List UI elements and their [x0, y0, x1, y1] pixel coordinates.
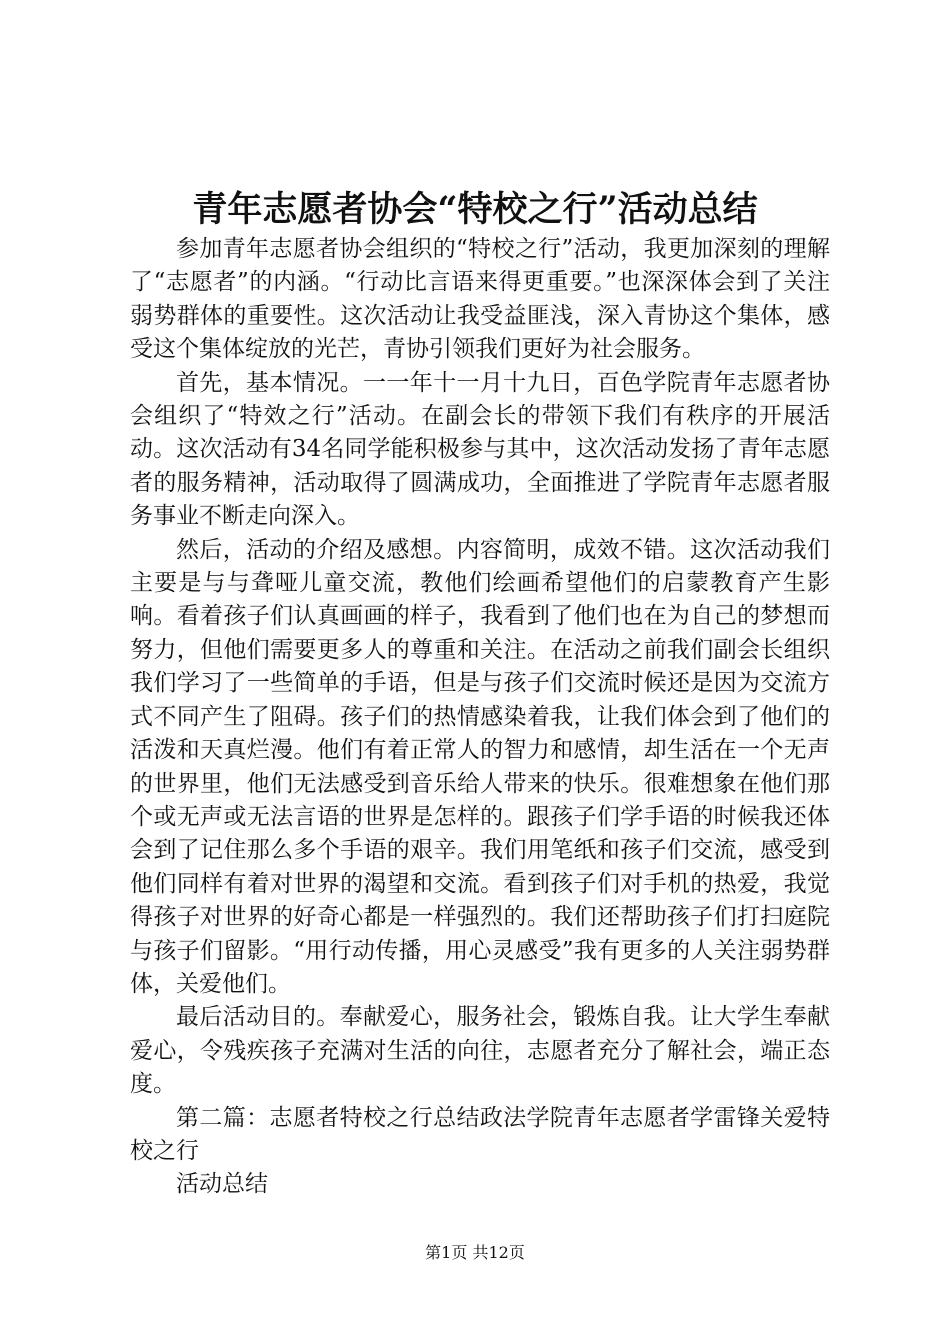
paragraph-basic-info: 首先，基本情况。一一年十一月十九日，百色学院青年志愿者协会组织了“特效之行”活动。在副会长的带领下我们有秩序的开展活动。这次活动有34名同学能积极参与其中，这次活动发扬了青年志愿者的服务精神，活动取得了圆满成功，全面推进了学院青年志愿者服务事业不断走向深入。 [130, 369, 830, 530]
paragraph-activity-summary: 活动总结 [176, 1171, 268, 1198]
document-body [130, 233, 830, 1202]
page-total: 共12页 [472, 1243, 525, 1262]
page-footer [0, 1242, 950, 1264]
document-title: 青年志愿者协会“特校之行”活动总结 [192, 189, 758, 230]
page-number: 第1页 [425, 1243, 468, 1262]
paragraph-intro: 参加青年志愿者协会组织的“特校之行”活动，我更加深刻的理解了“志愿者”的内涵。“行动比言语来得更重要。”也深深体会到了关注弱势群体的重要性。这次活动让我受益匪浅，深入青协这个集体，感受这个集体绽放的光芒，青协引领我们更好为社会服务。 [130, 236, 830, 363]
paragraph-purpose: 最后活动目的。奉献爱心，服务社会，锻炼自我。让大学生奉献爱心，令残疾孩子充满对生活的向往，志愿者充分了解社会，端正态度。 [130, 1004, 830, 1098]
paragraph-second-article-heading: 第二篇：志愿者特校之行总结政法学院青年志愿者学雷锋关爱特校之行 [130, 1104, 830, 1164]
paragraph-activity-reflection: 然后，活动的介绍及感想。内容简明，成效不错。这次活动我们主要是与与聋哑儿童交流，教他们绘画希望他们的启蒙教育产生影响。看着孩子们认真画画的样子，我看到了他们也在为自己的梦想而努力，但他们需要更多人的尊重和关注。在活动之前我们副会长组织我们学习了一些简单的手语，但是与孩子们交流时候还是因为交流方式不同产生了阻碍。孩子们的热情感染着我，让我们体会到了他们的活泼和天真烂漫。他们有着正常人的智力和感情，却生活在一个无声的世界里，他们无法感受到音乐给人带来的快乐。很难想象在他们那个或无声或无法言语的世界是怎样的。跟孩子们学手语的时候我还体会到了记住那么多个手语的艰辛。我们用笔纸和孩子们交流，感受到他们同样有着对世界的渴望和交流。看到孩子们对手机的热爱，我觉得孩子对世界的好奇心都是一样强烈的。我们还帮助孩子们打扫庭院与孩子们留影。“用行动传播，用心灵感受”我有更多的人关注弱势群体，关爱他们。 [130, 536, 830, 997]
